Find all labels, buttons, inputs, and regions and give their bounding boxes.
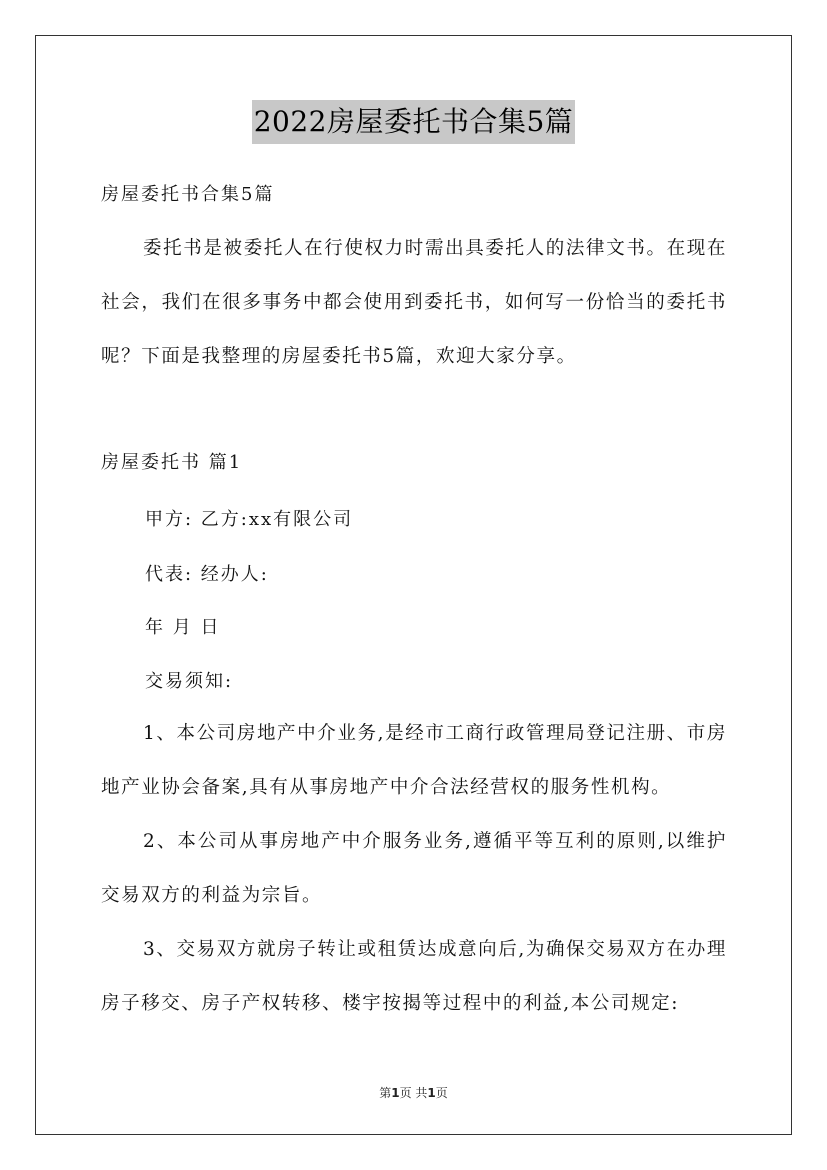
footer-page-suffix: 页 [435, 1086, 448, 1100]
date-line: 年 月 日 [145, 617, 221, 638]
page-footer [0, 1084, 827, 1101]
intro-paragraph: 委托书是被委托人在行使权力时需出具委托人的法律文书。在现在社会，我们在很多事务中都会使用到委托书，如何写一份恰当的委托书呢？下面是我整理的房屋委托书5篇，欢迎大家分享。 [101, 238, 727, 367]
document-title: 2022房屋委托书合集5篇 [252, 100, 576, 144]
footer-page-prefix: 第 [379, 1086, 392, 1100]
representative-line: 代表: 经办人: [145, 564, 269, 585]
document-subtitle: 房屋委托书合集5篇 [101, 184, 275, 205]
notice-item-3: 3、交易双方就房子转让或租赁达成意向后,为确保交易双方在办理房子移交、房子产权转移、楼宇按揭等过程中的利益,本公司规定: [101, 939, 727, 1014]
party-line: 甲方: 乙方:xx有限公司 [145, 509, 354, 530]
notice-item-1: 1、本公司房地产中介业务,是经市工商行政管理局登记注册、市房地产业协会备案,具有从事房地产中介合法经营权的服务性机构。 [101, 723, 727, 798]
notice-item-2: 2、本公司从事房地产中介服务业务,遵循平等互利的原则,以维护交易双方的利益为宗旨。 [101, 831, 727, 906]
title-container [0, 100, 827, 144]
footer-page-mid: 页 共 [399, 1086, 428, 1100]
section-heading: 房屋委托书 篇1 [101, 452, 243, 473]
footer-page-current: 1 [391, 1086, 400, 1100]
notice-heading: 交易须知: [145, 671, 234, 692]
footer-page-total: 1 [427, 1086, 436, 1100]
